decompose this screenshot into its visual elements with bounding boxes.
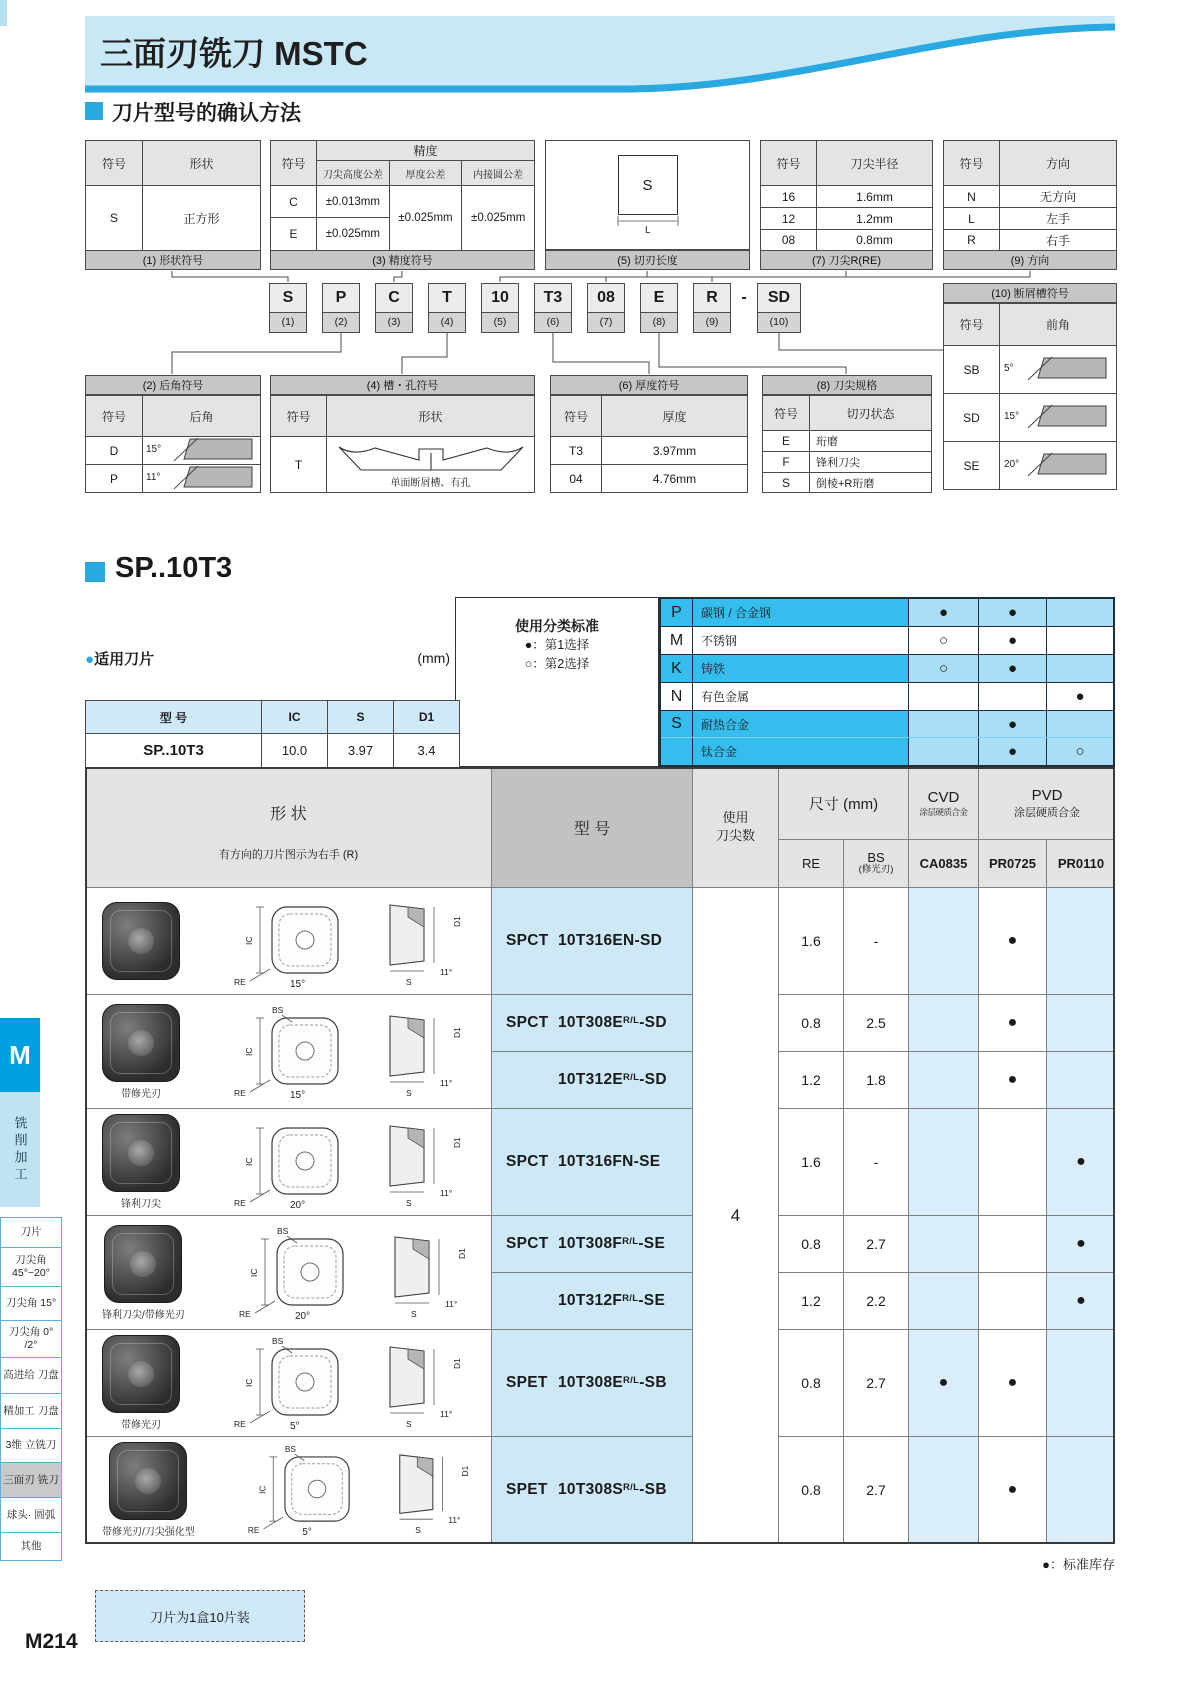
bs-cell: 2.7 (843, 1437, 908, 1544)
col-header: S (328, 701, 394, 734)
code-box: 10 (5) (481, 283, 519, 333)
relief-angle-table (85, 395, 261, 493)
caption-8: (8) 刀尖规格 (762, 375, 932, 395)
caption-2: (2) 后角符号 (85, 375, 261, 395)
insert-photo (109, 1442, 187, 1520)
svg-text:L: L (644, 225, 651, 235)
sidebar-item-nose-15: 刀尖角 15° (0, 1286, 62, 1321)
svg-text:D1: D1 (452, 1026, 462, 1038)
re-cell: 1.6 (778, 888, 843, 995)
cell: SP..10T3 (86, 734, 262, 768)
insert-drawing (194, 1004, 484, 1100)
cell: 珩磨 (810, 431, 932, 452)
svg-text:IC: IC (244, 1047, 254, 1056)
insert-drawing (194, 1114, 484, 1210)
class-row: K 铸铁 ○ ● (661, 655, 1113, 683)
tips-count-cell: 4 (692, 888, 778, 1544)
applicable-insert-label: ●适用刀片 (85, 651, 155, 668)
cell: T (271, 437, 327, 493)
svg-text:11°: 11° (440, 967, 453, 977)
re-cell: 0.8 (778, 995, 843, 1052)
svg-text:IC: IC (248, 1268, 259, 1277)
svg-text:S: S (410, 1308, 417, 1319)
cell: 3.4 (394, 734, 460, 768)
col-header: 符号 (271, 141, 317, 186)
svg-text:BS: BS (284, 1445, 296, 1455)
col-header: 符号 (761, 141, 817, 186)
code-box: R (9) (693, 283, 731, 333)
usage-legend-box (455, 597, 659, 767)
ca0835-mark (908, 1216, 978, 1273)
wedge-drawing (1000, 394, 1117, 442)
col-header: 精度 (317, 141, 535, 161)
sidebar-item-ballnose: 球头· 圆弧 (0, 1497, 62, 1533)
svg-text:S: S (406, 1198, 412, 1208)
col-header: 前角 (1000, 304, 1117, 346)
wedge-drawing (143, 437, 261, 465)
header-shape: 形 状 有方向的刀片图示为右手 (R) (85, 767, 491, 888)
ca0835-mark (908, 995, 978, 1052)
svg-text:S: S (406, 1087, 412, 1098)
shape-cell-group6 (85, 1437, 491, 1544)
pr0725-mark: ● (978, 1330, 1046, 1437)
insert-photo (104, 1225, 182, 1303)
sidebar-item-side-cutter-active: 三面刃 铣刀 (0, 1462, 62, 1498)
pr0725-mark (978, 1109, 1046, 1216)
svg-text:S: S (415, 1525, 421, 1535)
model-cell: SPET $10T308S^{R/L}-SB$ (491, 1437, 692, 1544)
section2-title: SP..10T3 (115, 552, 233, 584)
header-re: RE (778, 840, 843, 888)
header-grade-ca0835: CA0835 (908, 840, 978, 888)
cell: S (763, 473, 810, 493)
sidebar-item-nose-45-20: 刀尖角 45°~20° (0, 1247, 62, 1287)
pr0725-mark: ● (978, 888, 1046, 995)
class-row: S 耐热合金 ● (661, 711, 1113, 738)
model-cell: $10T312F^{R/L}-SE$ (491, 1273, 692, 1330)
col-header: 符号 (86, 396, 143, 437)
re-cell: 0.8 (778, 1330, 843, 1437)
cell: E (763, 431, 810, 452)
cross-section-drawing (327, 437, 535, 493)
col-header: IC (262, 701, 328, 734)
col-header: 符号 (551, 396, 602, 437)
class-row: M 不锈钢 ○ ● (661, 627, 1113, 655)
svg-text:IC: IC (244, 1378, 254, 1387)
model-cell: SPCT 10T316FN-SE (491, 1109, 692, 1216)
svg-text:D1: D1 (452, 1358, 462, 1369)
cell: 0.8mm (817, 230, 933, 251)
col-header: 符号 (86, 141, 143, 186)
col-header: 厚度 (602, 396, 748, 437)
ca0835-mark (908, 888, 978, 995)
svg-text:20°: 20° (294, 1310, 310, 1321)
svg-text:RE: RE (247, 1525, 260, 1535)
svg-text:IC: IC (258, 1485, 268, 1494)
caption-7: (7) 刀尖R(RE) (760, 250, 933, 270)
header-size: 尺寸 (mm) (778, 767, 908, 840)
groove-hole-table (270, 395, 535, 493)
bs-cell: 2.2 (843, 1273, 908, 1330)
svg-text:11°: 11° (448, 1516, 461, 1526)
cell: E (271, 218, 317, 251)
svg-text:20°: 20° (1004, 459, 1020, 470)
model-cell: SPCT $10T308F^{R/L}-SE$ (491, 1216, 692, 1273)
insert-photo (102, 1335, 180, 1413)
model-cell: SPCT 10T316EN-SD (491, 888, 692, 995)
ca0835-mark (908, 1052, 978, 1109)
shape-caption: 带修光刃 (121, 1088, 161, 1100)
wedge-drawing (1000, 442, 1117, 490)
svg-text:11°: 11° (444, 1298, 458, 1309)
sidebar-item-high-feed: 高进给 刀盘 (0, 1357, 62, 1394)
code-dash: - (741, 289, 747, 306)
cell: R (944, 230, 1000, 251)
cell: 1.2mm (817, 208, 933, 230)
re-cell: 1.6 (778, 1109, 843, 1216)
svg-text:D1: D1 (452, 1137, 462, 1148)
cell: SB (944, 346, 1000, 394)
caption-9: (9) 方向 (943, 250, 1117, 270)
header-grade-pr0725: PR0725 (978, 840, 1046, 888)
pr0110-mark: ● (1046, 1216, 1115, 1273)
code-box: C (3) (375, 283, 413, 333)
shape-cell-group1 (85, 888, 491, 995)
svg-text:5°: 5° (290, 1421, 300, 1431)
legend-second-choice: ○：第2选择 (524, 657, 590, 672)
svg-text:15°: 15° (145, 444, 161, 455)
bs-cell: - (843, 888, 908, 995)
insert-drawing (194, 1335, 484, 1431)
bs-cell: 2.7 (843, 1330, 908, 1437)
bs-cell: 2.5 (843, 995, 908, 1052)
svg-text:S: S (406, 977, 412, 987)
pr0110-mark: ● (1046, 1109, 1115, 1216)
insert-photo (102, 902, 180, 980)
svg-text:5°: 5° (1004, 363, 1014, 374)
col-header: 刀尖高度公差 (317, 161, 390, 186)
ca0835-mark (908, 1437, 978, 1544)
sidebar-item-3d-endmill: 3维 立铣刀 (0, 1428, 62, 1463)
shape-caption: 锋利刀尖 (121, 1199, 161, 1210)
svg-text:BS: BS (276, 1225, 289, 1236)
code-box: T (4) (428, 283, 466, 333)
svg-text:RE: RE (234, 1198, 246, 1208)
svg-text:D1: D1 (460, 1465, 470, 1477)
edge-prep-table (762, 395, 932, 493)
cell: 左手 (1000, 208, 1117, 230)
svg-text:5°: 5° (302, 1526, 312, 1538)
legend-title: 使用分类标准 (515, 618, 599, 634)
cell: 锋利刀尖 (810, 452, 932, 473)
cell: ±0.013mm (317, 186, 390, 218)
cell: 3.97 (328, 734, 394, 768)
sidebar-tab-m: M (0, 1018, 40, 1092)
model-cell: $10T312E^{R/L}-SD$ (491, 1052, 692, 1109)
cell: 右手 (1000, 230, 1117, 251)
square-s-label: S (618, 155, 678, 215)
insert-drawing (194, 893, 484, 989)
ca0835-mark (908, 1109, 978, 1216)
svg-text:11°: 11° (440, 1409, 453, 1419)
re-cell: 0.8 (778, 1437, 843, 1544)
col-header: D1 (394, 701, 460, 734)
cell: 1.6mm (817, 186, 933, 208)
cell: SE (944, 442, 1000, 490)
material-classification-table (659, 597, 1115, 767)
caption-1: (1) 形状符号 (85, 250, 261, 270)
pr0110-mark: ● (1046, 1273, 1115, 1330)
re-cell: 1.2 (778, 1273, 843, 1330)
col-header: 内接圆公差 (462, 161, 535, 186)
pr0725-mark: ● (978, 1437, 1046, 1544)
ca0835-mark: ● (908, 1330, 978, 1437)
page-title: 三面刃铣刀 MSTC (100, 35, 368, 72)
sidebar-group-milling: 铣削加工 (0, 1092, 40, 1207)
header-model: 型 号 (491, 767, 692, 888)
code-box: SD (10) (757, 283, 801, 333)
shape-cell-group4 (85, 1216, 491, 1330)
nose-radius-table (760, 140, 933, 251)
caption-4: (4) 槽・孔符号 (270, 375, 535, 395)
groove-desc: 单面断屑槽、有孔 (390, 477, 471, 489)
header-grade-pr0110: PR0110 (1046, 840, 1115, 888)
pr0725-mark: ● (978, 995, 1046, 1052)
col-header: 厚度公差 (389, 161, 462, 186)
svg-text:15°: 15° (290, 1089, 306, 1100)
model-cell: SPET $10T308E^{R/L}-SB$ (491, 1330, 692, 1437)
pr0110-mark (1046, 1330, 1115, 1437)
svg-text:RE: RE (238, 1308, 251, 1319)
svg-text:15°: 15° (1004, 411, 1020, 422)
pr0110-mark (1046, 1052, 1115, 1109)
svg-text:S: S (406, 1419, 412, 1429)
svg-text:BS: BS (272, 1336, 284, 1346)
pr0110-mark (1046, 888, 1115, 995)
cell: 04 (551, 465, 602, 493)
section1-bullet (85, 102, 103, 120)
code-box: S (1) (269, 283, 307, 333)
insert-drawing (199, 1225, 489, 1321)
col-header: 切刃状态 (810, 396, 932, 431)
pr0110-mark (1046, 1437, 1115, 1544)
sidebar-item-finishing: 精加工 刀盘 (0, 1393, 62, 1429)
shape-cell-group5 (85, 1330, 491, 1437)
header-pvd: PVD 涂层硬质合金 (978, 767, 1115, 840)
section2-bullet (85, 562, 105, 582)
stock-legend: ●：标准库存 (1042, 1557, 1115, 1572)
cell: 4.76mm (602, 465, 748, 493)
cell: ±0.025mm (462, 186, 535, 251)
insert-spec-table (85, 700, 460, 768)
insert-photo (102, 1114, 180, 1192)
precision-table (270, 140, 535, 251)
section1-title: 刀片型号的确认方法 (112, 102, 301, 125)
pr0725-mark (978, 1273, 1046, 1330)
ca0835-mark (908, 1273, 978, 1330)
wedge-drawing (143, 465, 261, 493)
thickness-table (550, 395, 748, 493)
col-header: 符号 (763, 396, 810, 431)
bs-cell: 1.8 (843, 1052, 908, 1109)
cell: 12 (761, 208, 817, 230)
code-box: P (2) (322, 283, 360, 333)
l-dimension (609, 215, 687, 235)
cell: P (86, 465, 143, 493)
cell: S (86, 186, 143, 251)
cell: 3.97mm (602, 437, 748, 465)
shape-cell-group2 (85, 995, 491, 1109)
header-cvd: CVD 涂层硬质合金 (908, 767, 978, 840)
svg-text:RE: RE (234, 977, 246, 987)
svg-text:IC: IC (244, 1157, 254, 1166)
header-bs: BS (修光刃) (843, 840, 908, 888)
shape-cell-group3 (85, 1109, 491, 1216)
code-box: E (8) (640, 283, 678, 333)
pr0110-mark (1046, 995, 1115, 1052)
cell: 08 (761, 230, 817, 251)
col-header: 后角 (143, 396, 261, 437)
cell: ±0.025mm (389, 186, 462, 251)
col-header: 符号 (944, 304, 1000, 346)
pr0725-mark (978, 1216, 1046, 1273)
shape-symbol-table (85, 140, 261, 251)
cell: T3 (551, 437, 602, 465)
cell: F (763, 452, 810, 473)
edge-length-diagram (545, 140, 750, 250)
cell: ±0.025mm (317, 218, 390, 251)
col-header: 形状 (327, 396, 535, 437)
code-box: T3 (6) (534, 283, 572, 333)
cell: SD (944, 394, 1000, 442)
cell: 无方向 (1000, 186, 1117, 208)
model-cell: SPCT $10T308E^{R/L}-SD$ (491, 995, 692, 1052)
svg-text:D1: D1 (456, 1247, 467, 1259)
col-header: 型 号 (86, 701, 262, 734)
shape-caption: 锋利刀尖/带修光刃 (102, 1309, 185, 1321)
svg-text:IC: IC (244, 936, 254, 945)
code-box: 08 (7) (587, 283, 625, 333)
sidebar-item-others: 其他 (0, 1532, 62, 1561)
cell: 正方形 (143, 186, 261, 251)
class-row: N 有色金属 ● (661, 683, 1113, 711)
svg-text:RE: RE (234, 1419, 246, 1429)
cell: D (86, 437, 143, 465)
shape-note: 有方向的刀片图示为右手 (R) (218, 849, 359, 861)
unit-label: (mm) (417, 650, 450, 666)
svg-text:11°: 11° (440, 1077, 453, 1088)
svg-text:BS: BS (272, 1004, 284, 1015)
bs-cell: - (843, 1109, 908, 1216)
caption-3: (3) 精度符号 (270, 250, 535, 270)
wedge-drawing (1000, 346, 1117, 394)
svg-text:D1: D1 (452, 916, 462, 927)
sidebar-item-inserts: 刀片 (0, 1217, 62, 1248)
col-header: 方向 (1000, 141, 1117, 186)
insert-photo (102, 1004, 180, 1082)
svg-text:11°: 11° (440, 1188, 453, 1198)
caption-6: (6) 厚度符号 (550, 375, 748, 395)
cell: 倒棱+R珩磨 (810, 473, 932, 493)
caption-10: (10) 断屑槽符号 (943, 283, 1117, 303)
page-number: M214 (25, 1630, 78, 1653)
insert-drawing (209, 1442, 491, 1538)
shape-caption: 带修光刃/刀尖强化型 (102, 1527, 195, 1538)
bs-cell: 2.7 (843, 1216, 908, 1273)
legend-first-choice: ●：第1选择 (524, 638, 590, 652)
caption-5: (5) 切刃长度 (545, 250, 750, 270)
packaging-note-box: 刀片为1盒10片装 (95, 1590, 305, 1642)
col-header: 刀尖半径 (817, 141, 933, 186)
chipbreaker-table (943, 303, 1117, 490)
cell: C (271, 186, 317, 218)
header-tips: 使用 刀尖数 (692, 767, 778, 888)
re-cell: 0.8 (778, 1216, 843, 1273)
bullet-icon: ● (85, 651, 95, 668)
direction-table (943, 140, 1117, 251)
col-header: 符号 (271, 396, 327, 437)
col-header: 形状 (143, 141, 261, 186)
shape-caption: 带修光刃 (121, 1420, 161, 1431)
cell: 16 (761, 186, 817, 208)
pr0725-mark: ● (978, 1052, 1046, 1109)
class-row: 钛合金 ● ○ (661, 738, 1113, 765)
col-header: 符号 (944, 141, 1000, 186)
svg-text:RE: RE (234, 1087, 246, 1098)
cell: L (944, 208, 1000, 230)
svg-text:20°: 20° (290, 1200, 306, 1210)
svg-text:11°: 11° (145, 472, 160, 483)
sidebar-item-nose-0-2: 刀尖角 0° /2° (0, 1320, 62, 1358)
svg-text:15°: 15° (290, 979, 306, 989)
class-row: P 碳钢 / 合金钢 ● ● (661, 599, 1113, 627)
cell: 10.0 (262, 734, 328, 768)
cell: N (944, 186, 1000, 208)
re-cell: 1.2 (778, 1052, 843, 1109)
